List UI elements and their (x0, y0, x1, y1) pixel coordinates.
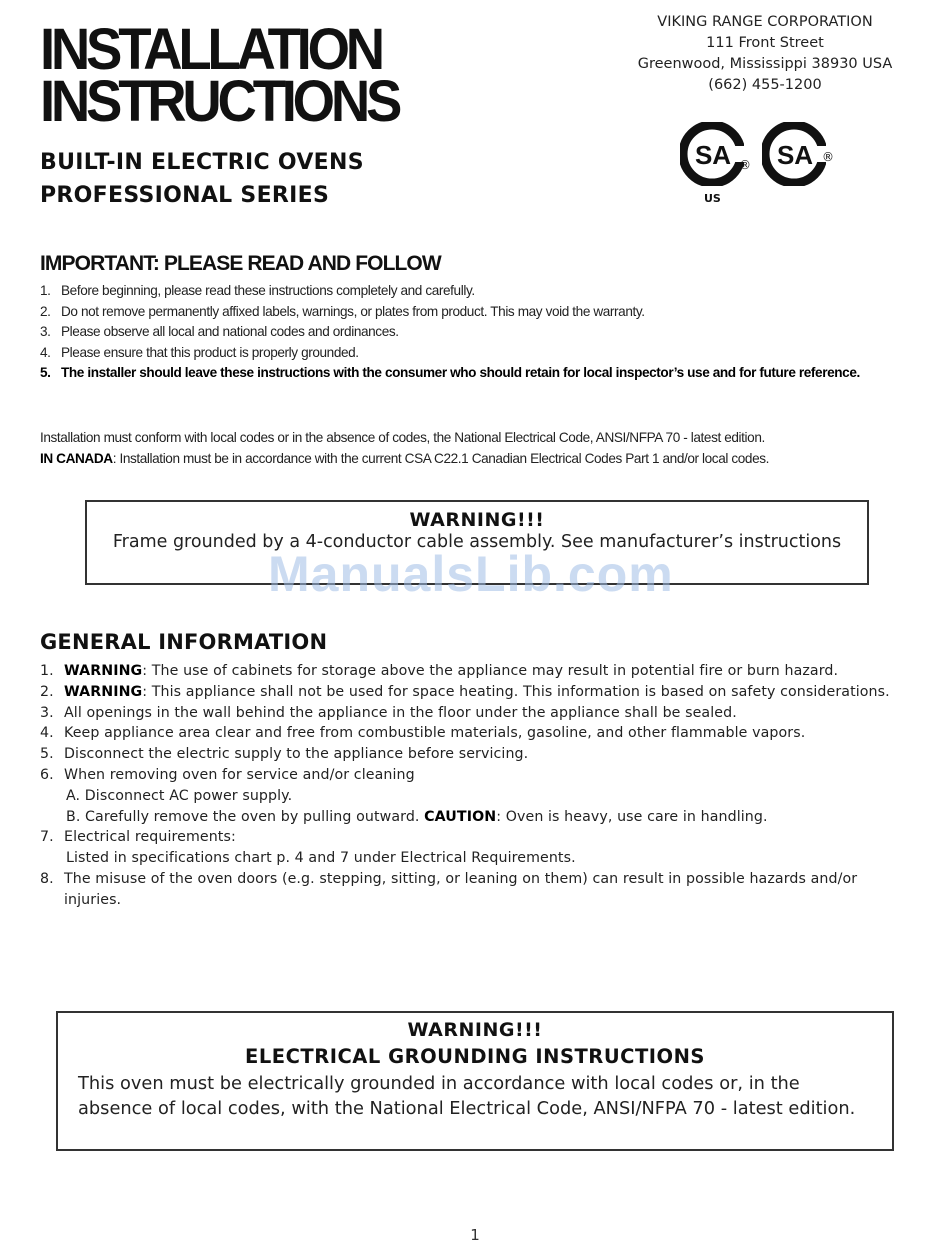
watermark: ManualsLib.com (268, 546, 674, 602)
csa-us-logo (680, 122, 751, 205)
subtitle-line-1: BUILT-IN ELECTRIC OVENS (40, 150, 364, 175)
company-address (600, 12, 930, 96)
csa-us-label: US (704, 192, 721, 205)
csa-us-mark-icon (680, 122, 744, 186)
us-code-note: Installation must conform with local codes or in the absence of codes, the National Electrical Code, ANSI/NFPA 70 - latest edition. (40, 430, 765, 445)
warning-box-grounding-instructions (56, 1011, 894, 1151)
list-item: 4. Keep appliance area clear and free from combustible materials, gasoline, and other flammable vapors. (40, 725, 806, 742)
title-line-2: INSTRUCTIONS (40, 69, 399, 134)
document-subtitle (40, 146, 364, 212)
list-item: 1. Before beginning, please read these instructions completely and carefully. (40, 283, 475, 298)
subtitle-line-2: PROFESSIONAL SERIES (40, 183, 330, 208)
csa-mark-icon (762, 122, 826, 186)
code-compliance-note (40, 427, 920, 469)
csa-logo (762, 122, 834, 190)
document-title (40, 17, 421, 134)
canada-code-note: IN CANADA: Installation must be in accordance with the current CSA C22.1 Canadian Electrical Codes Part 1 and/or local codes. (40, 451, 770, 466)
svg-text:SA: SA (694, 140, 732, 170)
registered-mark: ® (822, 150, 834, 164)
list-item: 4. Please ensure that this product is properly grounded. (40, 344, 359, 360)
warning-text: This oven must be electrically grounded in accordance with local codes or, in the absence of local codes, with the National Electrical Code, ANSI/NFPA 70 - latest edition. (78, 1073, 856, 1119)
sub-list-item: A. Disconnect AC power supply. (66, 787, 293, 804)
title-line-1: INSTALLATION (40, 17, 381, 82)
company-street: 111 Front Street (706, 35, 824, 51)
sub-list-item: B. Carefully remove the oven by pulling outward. CAUTION: Oven is heavy, use care in handling. (66, 808, 768, 825)
company-name: VIKING RANGE CORPORATION (657, 14, 873, 30)
company-city: Greenwood, Mississippi 38930 USA (637, 56, 893, 72)
sub-list-item: Listed in specifications chart p. 4 and 7 under Electrical Requirements. (66, 850, 576, 867)
canada-label: IN CANADA (40, 451, 113, 466)
list-item: 2. WARNING: This appliance shall not be used for space heating. This information is based on safety considerations. (40, 683, 890, 700)
list-item: 7. Electrical requirements: (40, 829, 236, 846)
svg-text:SA: SA (776, 140, 814, 170)
company-phone: (662) 455-1200 (708, 77, 822, 93)
list-item: 3. Please observe all local and national codes and ordinances. (40, 324, 399, 340)
important-heading: IMPORTANT: PLEASE READ AND FOLLOW (40, 252, 441, 275)
page-number: 1 (470, 1226, 480, 1244)
warning-title: WARNING!!! (407, 1019, 543, 1041)
list-item: 3. All openings in the wall behind the appliance in the floor under the appliance shall be sealed. (40, 704, 737, 721)
registered-mark: ® (739, 158, 751, 172)
warning-subtitle: ELECTRICAL GROUNDING INSTRUCTIONS (245, 1045, 705, 1068)
list-item: 5. The installer should leave these instructions with the consumer who should retain for local inspector’s use and for future reference. (40, 365, 860, 381)
list-item: 5. Disconnect the electric supply to the appliance before servicing. (40, 746, 529, 763)
warning-text: Frame grounded by a 4-conductor cable assembly. See manufacturer’s instructions (112, 532, 842, 552)
list-item: 8. The misuse of the oven doors (e.g. stepping, sitting, or leaning on them) can result in possible hazards and/or injuries. (40, 870, 858, 908)
list-item: 2. Do not remove permanently affixed labels, warnings, or plates from product. This may void the warranty. (40, 303, 645, 319)
list-item: 1. WARNING: The use of cabinets for storage above the appliance may result in potential fire or burn hazard. (40, 663, 839, 679)
general-information-heading: GENERAL INFORMATION (40, 630, 328, 654)
list-item: 6. When removing oven for service and/or cleaning (40, 766, 415, 783)
general-information-list (40, 661, 900, 911)
warning-title: WARNING!!! (409, 509, 545, 531)
important-list (40, 281, 910, 384)
